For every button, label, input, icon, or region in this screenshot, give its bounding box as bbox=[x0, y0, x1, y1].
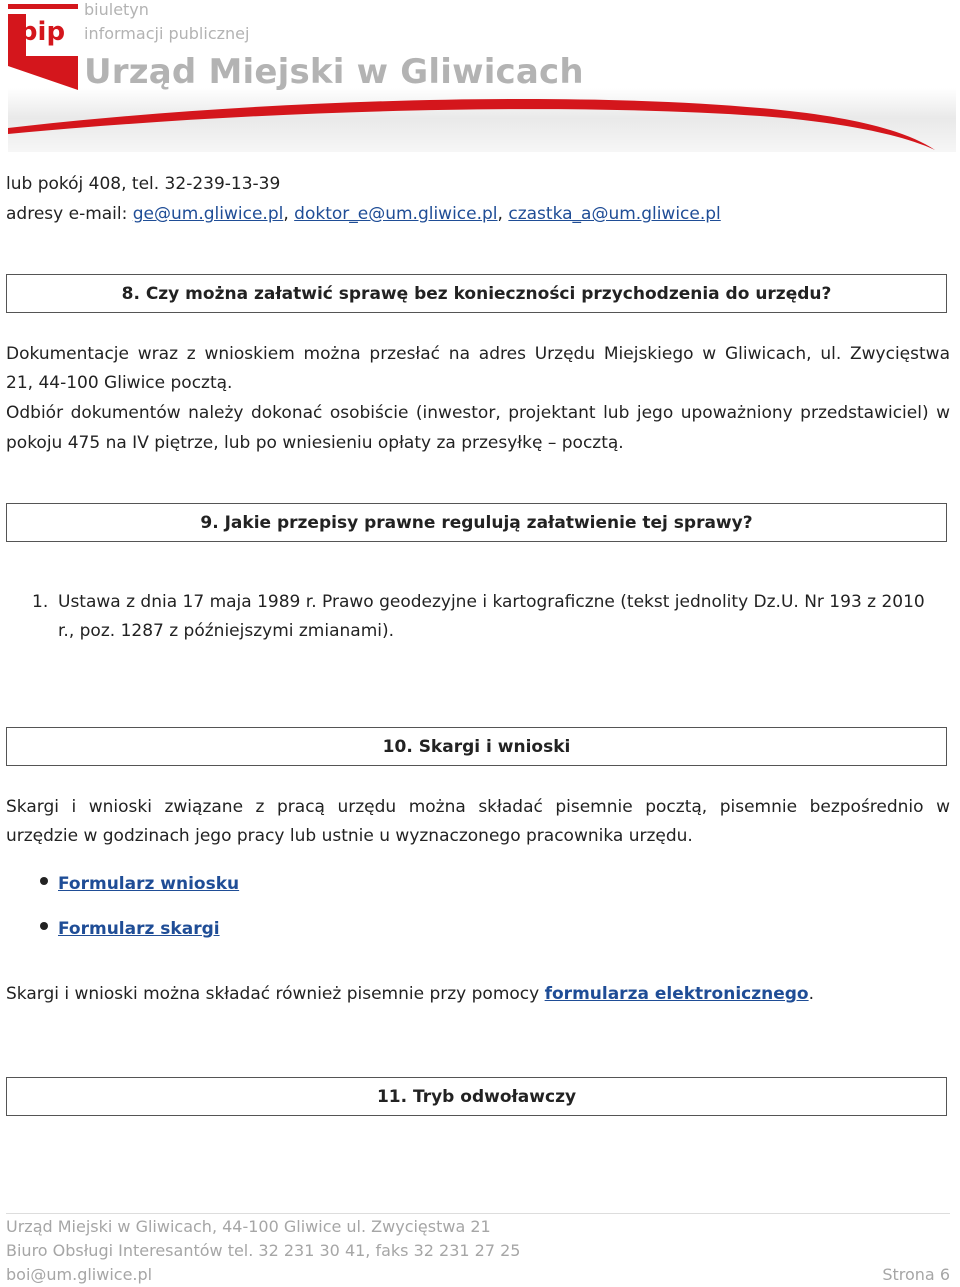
section-9-heading bbox=[6, 503, 947, 542]
header-subtitle-line2: informacji publicznej bbox=[84, 24, 250, 43]
section-11-heading bbox=[6, 1077, 947, 1116]
section-10-line-1: Skargi i wnioski związane z pracą urzędu można składać pisemnie pocztą, pisemnie bezpośrednio w bbox=[6, 797, 950, 817]
email-link-doktor[interactable]: doktor_e@um.gliwice.pl bbox=[294, 204, 498, 224]
list-item-wniosek bbox=[58, 873, 239, 895]
footer-address: Urząd Miejski w Gliwicach, 44-100 Gliwice ul. Zwycięstwa 21 bbox=[6, 1217, 491, 1236]
emails-prefix: adresy e-mail: bbox=[6, 204, 133, 224]
electronic-form-suffix: . bbox=[808, 984, 815, 1004]
header-title: Urząd Miejski w Gliwicach bbox=[84, 52, 584, 92]
email-separator: , bbox=[497, 204, 509, 224]
bip-logo bbox=[8, 4, 80, 90]
footer-email: boi@um.gliwice.pl bbox=[6, 1265, 153, 1284]
list-item-skarga bbox=[58, 918, 220, 940]
section-8-line-1: Dokumentacje wraz z wnioskiem można przesłać na adres Urzędu Miejskiego w Gliwicach, ul. Zwycięstwa bbox=[6, 344, 950, 364]
page-header bbox=[0, 0, 960, 152]
contact-emails-line bbox=[6, 203, 721, 225]
electronic-form-prefix: Skargi i wnioski można składać również pisemnie przy pomocy bbox=[6, 984, 545, 1004]
formularz-wniosku-link[interactable]: Formularz wniosku bbox=[58, 874, 240, 894]
section-9-heading-text: 9. Jakie przepisy prawne regulują załatwienie tej sprawy? bbox=[200, 512, 753, 533]
footer-page-number: Strona 6 bbox=[882, 1265, 950, 1284]
law-item-number: 1. bbox=[32, 592, 49, 612]
section-8-line-3: Odbiór dokumentów należy dokonać osobiście (inwestor, projektant lub jego upoważniony przedstawiciel) w bbox=[6, 403, 950, 423]
section-8-line-4: pokoju 475 na IV piętrze, lub po wniesieniu opłaty za przesyłkę – pocztą. bbox=[6, 433, 624, 453]
formularz-skargi-link[interactable]: Formularz skargi bbox=[58, 919, 220, 939]
section-10-heading bbox=[6, 727, 947, 766]
bullet-icon bbox=[40, 922, 48, 930]
section-10-heading-text: 10. Skargi i wnioski bbox=[382, 736, 571, 757]
footer-divider bbox=[6, 1213, 950, 1214]
electronic-form-line bbox=[6, 983, 814, 1005]
law-item-line-1: Ustawa z dnia 17 maja 1989 r. Prawo geodezyjne i kartograficzne (tekst jednolity Dz.U. Nr 193 z 2010 bbox=[58, 592, 925, 612]
section-8-heading bbox=[6, 274, 947, 313]
contact-room-line: lub pokój 408, tel. 32-239-13-39 bbox=[6, 174, 281, 194]
law-item-line-2: r., poz. 1287 z późniejszymi zmianami). bbox=[58, 621, 395, 641]
email-link-ge[interactable]: ge@um.gliwice.pl bbox=[132, 204, 284, 224]
footer-phone: Biuro Obsługi Interesantów tel. 32 231 30 41, faks 32 231 27 25 bbox=[6, 1241, 521, 1260]
section-8-line-2: 21, 44-100 Gliwice pocztą. bbox=[6, 373, 233, 393]
email-link-czastka[interactable]: czastka_a@um.gliwice.pl bbox=[508, 204, 721, 224]
section-8-heading-text: 8. Czy można załatwić sprawę bez konieczności przychodzenia do urzędu? bbox=[121, 283, 832, 304]
section-11-heading-text: 11. Tryb odwoławczy bbox=[376, 1086, 577, 1107]
header-subtitle-line1: biuletyn bbox=[84, 0, 149, 19]
email-separator: , bbox=[283, 204, 295, 224]
header-swoosh bbox=[0, 90, 960, 155]
bullet-icon bbox=[40, 877, 48, 885]
bip-logo-text: bip bbox=[18, 17, 66, 47]
section-10-line-2: urzędzie w godzinach jego pracy lub ustnie u wyznaczonego pracownika urzędu. bbox=[6, 826, 693, 846]
formularz-elektroniczny-link[interactable]: formularza elektronicznego bbox=[544, 984, 809, 1004]
